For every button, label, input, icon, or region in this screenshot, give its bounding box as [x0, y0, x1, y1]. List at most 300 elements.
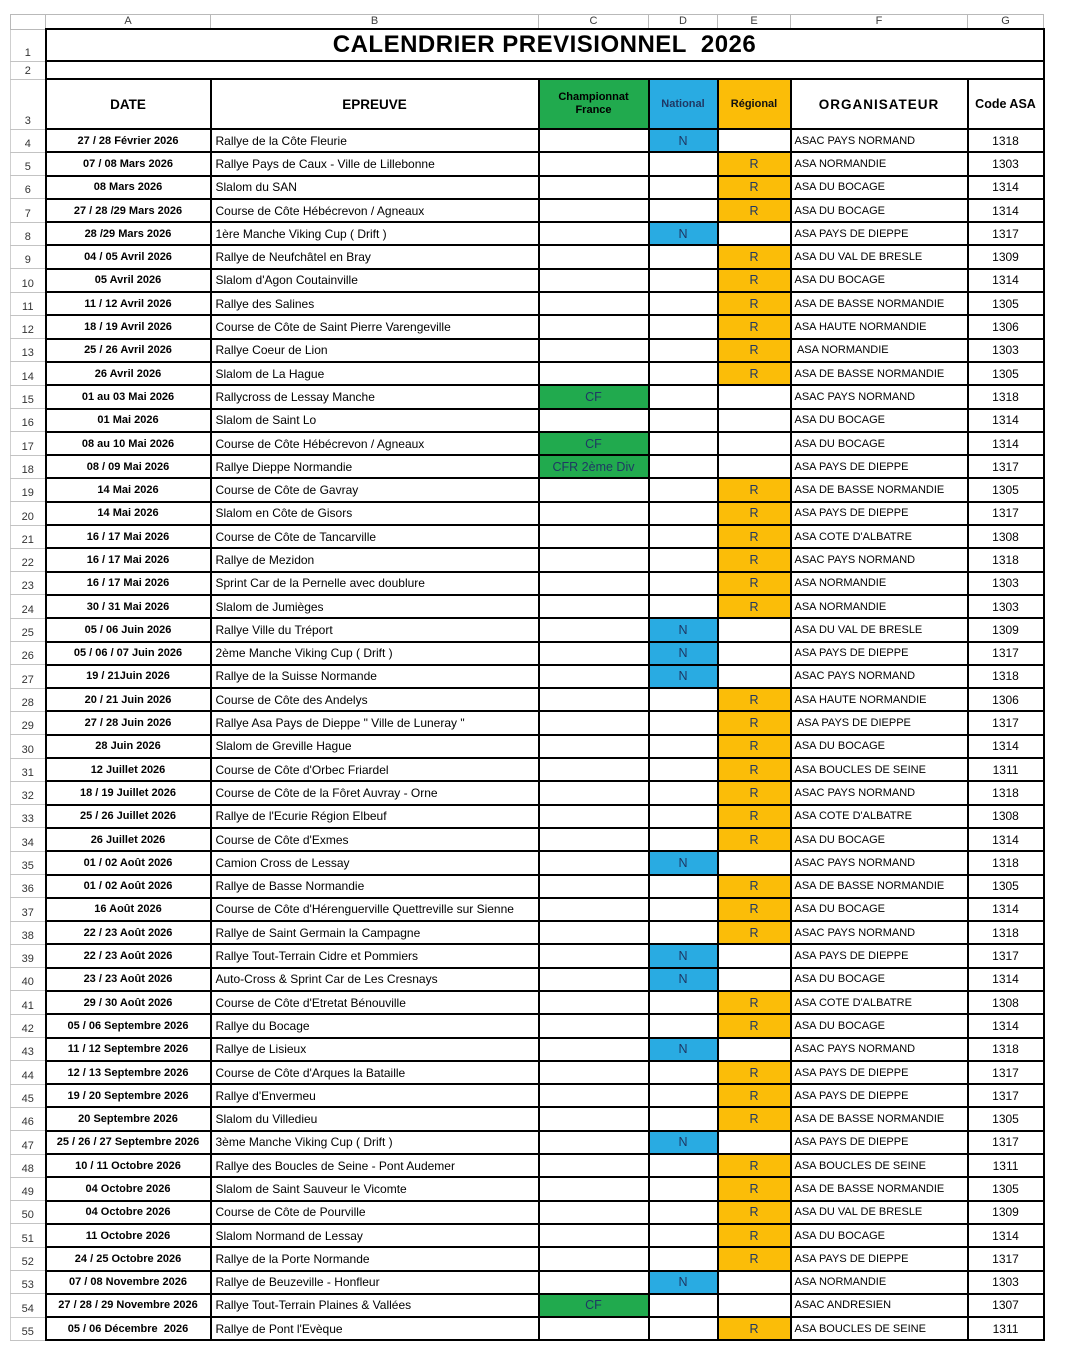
regional-cell[interactable] [718, 1038, 791, 1061]
code-asa-cell[interactable]: 1314 [968, 735, 1044, 758]
row-number[interactable]: 17 [11, 432, 46, 455]
organizer-cell[interactable]: ASA BOUCLES DE SEINE [791, 758, 968, 781]
event-cell[interactable]: Rallye des Salines [211, 292, 539, 315]
organizer-cell[interactable]: ASA PAYS DE DIEPPE [791, 455, 968, 478]
organizer-cell[interactable]: ASA DU BOCAGE [791, 432, 968, 455]
row-number[interactable]: 15 [11, 385, 46, 408]
national-cell[interactable] [649, 688, 718, 711]
championnat-france-cell[interactable] [539, 1084, 649, 1107]
row-number[interactable]: 29 [11, 711, 46, 734]
date-cell[interactable]: 08 / 09 Mai 2026 [46, 455, 211, 478]
code-asa-cell[interactable]: 1314 [968, 269, 1044, 292]
organizer-cell[interactable]: ASA DU BOCAGE [791, 269, 968, 292]
date-cell[interactable]: 16 / 17 Mai 2026 [46, 525, 211, 548]
code-asa-cell[interactable]: 1317 [968, 502, 1044, 525]
championnat-france-cell[interactable] [539, 1201, 649, 1224]
row-number[interactable]: 33 [11, 805, 46, 828]
championnat-france-cell[interactable] [539, 711, 649, 734]
national-cell[interactable] [649, 805, 718, 828]
championnat-france-cell[interactable] [539, 409, 649, 432]
championnat-france-cell[interactable] [539, 129, 649, 152]
national-cell[interactable] [649, 595, 718, 618]
header-organisateur[interactable]: ORGANISATEUR [791, 79, 968, 129]
championnat-france-cell[interactable] [539, 1038, 649, 1061]
championnat-france-cell[interactable] [539, 805, 649, 828]
organizer-cell[interactable]: ASA DE BASSE NORMANDIE [791, 875, 968, 898]
regional-cell[interactable] [718, 455, 791, 478]
championnat-france-cell[interactable] [539, 1131, 649, 1154]
organizer-cell[interactable]: ASA BOUCLES DE SEINE [791, 1317, 968, 1340]
event-cell[interactable]: Rallye de Mezidon [211, 548, 539, 571]
national-cell[interactable]: N [649, 1038, 718, 1061]
regional-cell[interactable]: R [718, 1084, 791, 1107]
organizer-cell[interactable]: ASA NORMANDIE [791, 572, 968, 595]
row-number[interactable]: 40 [11, 968, 46, 991]
championnat-france-cell[interactable] [539, 548, 649, 571]
championnat-france-cell[interactable] [539, 362, 649, 385]
row-number[interactable]: 25 [11, 618, 46, 641]
event-cell[interactable]: Slalom du SAN [211, 176, 539, 199]
regional-cell[interactable]: R [718, 339, 791, 362]
national-cell[interactable]: N [649, 944, 718, 967]
event-cell[interactable]: Camion Cross de Lessay [211, 851, 539, 874]
event-cell[interactable]: 1ère Manche Viking Cup ( Drift ) [211, 222, 539, 245]
code-asa-cell[interactable]: 1305 [968, 478, 1044, 501]
event-cell[interactable]: Slalom de Saint Sauveur le Vicomte [211, 1177, 539, 1200]
regional-cell[interactable]: R [718, 1154, 791, 1177]
header-code-asa[interactable]: Code ASA [968, 79, 1044, 129]
national-cell[interactable] [649, 152, 718, 175]
event-cell[interactable]: Course de Côte Hébécrevon / Agneaux [211, 199, 539, 222]
event-cell[interactable]: Course de Côte de Gavray [211, 478, 539, 501]
date-cell[interactable]: 04 Octobre 2026 [46, 1201, 211, 1224]
row-number[interactable]: 1 [11, 29, 46, 61]
regional-cell[interactable]: R [718, 152, 791, 175]
event-cell[interactable]: Course de Côte d'Etretat Bénouville [211, 991, 539, 1014]
code-asa-cell[interactable]: 1314 [968, 1224, 1044, 1247]
event-cell[interactable]: Course de Côte d'Orbec Friardel [211, 758, 539, 781]
row-number[interactable]: 21 [11, 525, 46, 548]
event-cell[interactable]: Rallye Coeur de Lion [211, 339, 539, 362]
code-asa-cell[interactable]: 1314 [968, 968, 1044, 991]
date-cell[interactable]: 05 / 06 Décembre 2026 [46, 1317, 211, 1340]
event-cell[interactable]: 3ème Manche Viking Cup ( Drift ) [211, 1131, 539, 1154]
national-cell[interactable] [649, 1317, 718, 1340]
row-number[interactable]: 13 [11, 339, 46, 362]
national-cell[interactable] [649, 1201, 718, 1224]
national-cell[interactable] [649, 269, 718, 292]
regional-cell[interactable]: R [718, 758, 791, 781]
championnat-france-cell[interactable] [539, 828, 649, 851]
event-cell[interactable]: Slalom en Côte de Gisors [211, 502, 539, 525]
organizer-cell[interactable]: ASA NORMANDIE [791, 152, 968, 175]
national-cell[interactable] [649, 339, 718, 362]
date-cell[interactable]: 12 / 13 Septembre 2026 [46, 1061, 211, 1084]
organizer-cell[interactable]: ASA DU BOCAGE [791, 176, 968, 199]
regional-cell[interactable]: R [718, 548, 791, 571]
organizer-cell[interactable]: ASA COTE D'ALBATRE [791, 805, 968, 828]
code-asa-cell[interactable]: 1318 [968, 385, 1044, 408]
row-number[interactable]: 54 [11, 1294, 46, 1317]
row-number[interactable]: 14 [11, 362, 46, 385]
organizer-cell[interactable]: ASA DE BASSE NORMANDIE [791, 1177, 968, 1200]
championnat-france-cell[interactable] [539, 898, 649, 921]
organizer-cell[interactable]: ASA NORMANDIE [791, 1271, 968, 1294]
event-cell[interactable]: Rallye de la Porte Normande [211, 1247, 539, 1270]
regional-cell[interactable] [718, 851, 791, 874]
regional-cell[interactable] [718, 409, 791, 432]
row-number[interactable]: 10 [11, 269, 46, 292]
championnat-france-cell[interactable] [539, 152, 649, 175]
row-number[interactable]: 46 [11, 1107, 46, 1130]
date-cell[interactable]: 27 / 28 Juin 2026 [46, 711, 211, 734]
date-cell[interactable]: 12 Juillet 2026 [46, 758, 211, 781]
championnat-france-cell[interactable] [539, 991, 649, 1014]
organizer-cell[interactable]: ASA DU BOCAGE [791, 898, 968, 921]
select-all-corner[interactable] [11, 15, 46, 30]
organizer-cell[interactable]: ASA PAYS DE DIEPPE [791, 1061, 968, 1084]
event-cell[interactable]: Course de Côte Hébécrevon / Agneaux [211, 432, 539, 455]
row-number[interactable]: 30 [11, 735, 46, 758]
event-cell[interactable]: Rallye des Boucles de Seine - Pont Audemer [211, 1154, 539, 1177]
regional-cell[interactable] [718, 432, 791, 455]
regional-cell[interactable]: R [718, 1224, 791, 1247]
date-cell[interactable]: 18 / 19 Juillet 2026 [46, 781, 211, 804]
regional-cell[interactable] [718, 222, 791, 245]
championnat-france-cell[interactable] [539, 1014, 649, 1037]
row-number[interactable]: 23 [11, 572, 46, 595]
event-cell[interactable]: Slalom de Greville Hague [211, 735, 539, 758]
event-cell[interactable]: Rallye d'Envermeu [211, 1084, 539, 1107]
page-title[interactable]: CALENDRIER PREVISIONNEL 2026 [46, 29, 1044, 61]
row-number[interactable]: 22 [11, 548, 46, 571]
row-number[interactable]: 35 [11, 851, 46, 874]
column-header-g[interactable]: G [968, 15, 1044, 30]
championnat-france-cell[interactable] [539, 572, 649, 595]
row-number[interactable]: 26 [11, 642, 46, 665]
row-number[interactable]: 24 [11, 595, 46, 618]
organizer-cell[interactable]: ASA COTE D'ALBATRE [791, 525, 968, 548]
national-cell[interactable] [649, 502, 718, 525]
regional-cell[interactable]: R [718, 828, 791, 851]
date-cell[interactable]: 23 / 23 Août 2026 [46, 968, 211, 991]
code-asa-cell[interactable]: 1317 [968, 944, 1044, 967]
organizer-cell[interactable]: ASA DU VAL DE BRESLE [791, 245, 968, 268]
national-cell[interactable] [649, 898, 718, 921]
date-cell[interactable]: 14 Mai 2026 [46, 502, 211, 525]
national-cell[interactable]: N [649, 665, 718, 688]
regional-cell[interactable]: R [718, 1317, 791, 1340]
national-cell[interactable] [649, 1154, 718, 1177]
organizer-cell[interactable]: ASA DU BOCAGE [791, 735, 968, 758]
row-number[interactable]: 50 [11, 1201, 46, 1224]
row-number[interactable]: 8 [11, 222, 46, 245]
national-cell[interactable]: N [649, 222, 718, 245]
regional-cell[interactable] [718, 968, 791, 991]
date-cell[interactable]: 29 / 30 Août 2026 [46, 991, 211, 1014]
championnat-france-cell[interactable] [539, 665, 649, 688]
event-cell[interactable]: Rallye de Neufchâtel en Bray [211, 245, 539, 268]
event-cell[interactable]: Rallye Pays de Caux - Ville de Lillebonne [211, 152, 539, 175]
row-number[interactable]: 20 [11, 502, 46, 525]
code-asa-cell[interactable]: 1318 [968, 921, 1044, 944]
organizer-cell[interactable]: ASA DU BOCAGE [791, 828, 968, 851]
code-asa-cell[interactable]: 1317 [968, 455, 1044, 478]
date-cell[interactable]: 25 / 26 / 27 Septembre 2026 [46, 1131, 211, 1154]
code-asa-cell[interactable]: 1303 [968, 152, 1044, 175]
regional-cell[interactable] [718, 1294, 791, 1317]
column-header-a[interactable]: A [46, 15, 211, 30]
championnat-france-cell[interactable]: CFR 2ème Div [539, 455, 649, 478]
national-cell[interactable] [649, 525, 718, 548]
code-asa-cell[interactable]: 1318 [968, 548, 1044, 571]
championnat-france-cell[interactable] [539, 1317, 649, 1340]
code-asa-cell[interactable]: 1306 [968, 688, 1044, 711]
national-cell[interactable]: N [649, 851, 718, 874]
date-cell[interactable]: 04 / 05 Avril 2026 [46, 245, 211, 268]
code-asa-cell[interactable]: 1308 [968, 525, 1044, 548]
event-cell[interactable]: Rallye de Basse Normandie [211, 875, 539, 898]
national-cell[interactable]: N [649, 618, 718, 641]
organizer-cell[interactable]: ASA DE BASSE NORMANDIE [791, 362, 968, 385]
date-cell[interactable]: 18 / 19 Avril 2026 [46, 315, 211, 338]
event-cell[interactable]: Rallye Tout-Terrain Plaines & Vallées [211, 1294, 539, 1317]
event-cell[interactable]: Rallye de Pont l'Evèque [211, 1317, 539, 1340]
header-regional[interactable]: Régional [718, 79, 791, 129]
event-cell[interactable]: Sprint Car de la Pernelle avec doublure [211, 572, 539, 595]
championnat-france-cell[interactable] [539, 502, 649, 525]
regional-cell[interactable]: R [718, 245, 791, 268]
championnat-france-cell[interactable] [539, 292, 649, 315]
header-championnat-france[interactable] [539, 79, 649, 129]
date-cell[interactable]: 01 / 02 Août 2026 [46, 851, 211, 874]
date-cell[interactable]: 26 Avril 2026 [46, 362, 211, 385]
organizer-cell[interactable]: ASA PAYS DE DIEPPE [791, 944, 968, 967]
national-cell[interactable] [649, 385, 718, 408]
organizer-cell[interactable]: ASAC ANDRESIEN [791, 1294, 968, 1317]
regional-cell[interactable] [718, 665, 791, 688]
code-asa-cell[interactable]: 1303 [968, 572, 1044, 595]
championnat-france-cell[interactable] [539, 1271, 649, 1294]
regional-cell[interactable]: R [718, 711, 791, 734]
championnat-france-cell[interactable] [539, 781, 649, 804]
event-cell[interactable]: Rallye de la Côte Fleurie [211, 129, 539, 152]
event-cell[interactable]: Course de Côte d'Exmes [211, 828, 539, 851]
row-number[interactable]: 36 [11, 875, 46, 898]
date-cell[interactable]: 19 / 21Juin 2026 [46, 665, 211, 688]
organizer-cell[interactable]: ASA PAYS DE DIEPPE [791, 1084, 968, 1107]
national-cell[interactable] [649, 828, 718, 851]
row-number[interactable]: 45 [11, 1084, 46, 1107]
organizer-cell[interactable]: ASA BOUCLES DE SEINE [791, 1154, 968, 1177]
event-cell[interactable]: Rallye de Lisieux [211, 1038, 539, 1061]
championnat-france-cell[interactable] [539, 735, 649, 758]
row-number[interactable]: 5 [11, 152, 46, 175]
championnat-france-cell[interactable]: CF [539, 385, 649, 408]
championnat-france-cell[interactable] [539, 851, 649, 874]
regional-cell[interactable]: R [718, 315, 791, 338]
organizer-cell[interactable]: ASAC PAYS NORMAND [791, 1038, 968, 1061]
organizer-cell[interactable]: ASA DU BOCAGE [791, 1224, 968, 1247]
column-header-b[interactable]: B [211, 15, 539, 30]
regional-cell[interactable]: R [718, 1014, 791, 1037]
national-cell[interactable] [649, 478, 718, 501]
code-asa-cell[interactable]: 1318 [968, 851, 1044, 874]
code-asa-cell[interactable]: 1318 [968, 665, 1044, 688]
championnat-france-cell[interactable] [539, 525, 649, 548]
regional-cell[interactable]: R [718, 781, 791, 804]
row-number[interactable]: 49 [11, 1177, 46, 1200]
regional-cell[interactable]: R [718, 362, 791, 385]
organizer-cell[interactable]: ASAC PAYS NORMAND [791, 851, 968, 874]
national-cell[interactable] [649, 1107, 718, 1130]
row-number[interactable]: 32 [11, 781, 46, 804]
date-cell[interactable]: 28 Juin 2026 [46, 735, 211, 758]
championnat-france-cell[interactable] [539, 1224, 649, 1247]
organizer-cell[interactable]: ASA PAYS DE DIEPPE [791, 1131, 968, 1154]
national-cell[interactable] [649, 245, 718, 268]
code-asa-cell[interactable]: 1305 [968, 875, 1044, 898]
row-number[interactable]: 3 [11, 79, 46, 129]
code-asa-cell[interactable]: 1317 [968, 642, 1044, 665]
code-asa-cell[interactable]: 1314 [968, 828, 1044, 851]
championnat-france-cell[interactable]: CF [539, 1294, 649, 1317]
organizer-cell[interactable]: ASA NORMANDIE [791, 339, 968, 362]
date-cell[interactable]: 11 / 12 Septembre 2026 [46, 1038, 211, 1061]
championnat-france-cell[interactable] [539, 875, 649, 898]
date-cell[interactable]: 01 au 03 Mai 2026 [46, 385, 211, 408]
date-cell[interactable]: 25 / 26 Juillet 2026 [46, 805, 211, 828]
regional-cell[interactable] [718, 618, 791, 641]
row-number[interactable]: 34 [11, 828, 46, 851]
row-number[interactable]: 28 [11, 688, 46, 711]
row-number[interactable]: 7 [11, 199, 46, 222]
code-asa-cell[interactable]: 1309 [968, 245, 1044, 268]
code-asa-cell[interactable]: 1314 [968, 1014, 1044, 1037]
championnat-france-cell[interactable] [539, 1154, 649, 1177]
row-number[interactable]: 4 [11, 129, 46, 152]
organizer-cell[interactable]: ASA PAYS DE DIEPPE [791, 711, 968, 734]
national-cell[interactable] [649, 1177, 718, 1200]
organizer-cell[interactable]: ASA HAUTE NORMANDIE [791, 315, 968, 338]
national-cell[interactable] [649, 572, 718, 595]
row-number[interactable]: 44 [11, 1061, 46, 1084]
code-asa-cell[interactable]: 1303 [968, 1271, 1044, 1294]
date-cell[interactable]: 27 / 28 / 29 Novembre 2026 [46, 1294, 211, 1317]
national-cell[interactable] [649, 176, 718, 199]
regional-cell[interactable]: R [718, 688, 791, 711]
date-cell[interactable]: 22 / 23 Août 2026 [46, 944, 211, 967]
regional-cell[interactable]: R [718, 176, 791, 199]
national-cell[interactable] [649, 1061, 718, 1084]
national-cell[interactable]: N [649, 642, 718, 665]
national-cell[interactable] [649, 315, 718, 338]
code-asa-cell[interactable]: 1305 [968, 362, 1044, 385]
national-cell[interactable] [649, 1247, 718, 1270]
row-number[interactable]: 37 [11, 898, 46, 921]
championnat-france-cell[interactable] [539, 968, 649, 991]
regional-cell[interactable] [718, 1131, 791, 1154]
date-cell[interactable]: 27 / 28 Février 2026 [46, 129, 211, 152]
code-asa-cell[interactable]: 1303 [968, 339, 1044, 362]
championnat-france-cell[interactable] [539, 1247, 649, 1270]
row-number[interactable]: 19 [11, 478, 46, 501]
code-asa-cell[interactable]: 1309 [968, 1201, 1044, 1224]
row-number[interactable]: 9 [11, 245, 46, 268]
row-number[interactable]: 43 [11, 1038, 46, 1061]
national-cell[interactable] [649, 432, 718, 455]
regional-cell[interactable]: R [718, 1201, 791, 1224]
regional-cell[interactable]: R [718, 1247, 791, 1270]
row-number[interactable]: 48 [11, 1154, 46, 1177]
event-cell[interactable]: Rallycross de Lessay Manche [211, 385, 539, 408]
championnat-france-cell[interactable] [539, 642, 649, 665]
event-cell[interactable]: Rallye du Bocage [211, 1014, 539, 1037]
event-cell[interactable]: Course de Côte d'Hérenguerville Quettreville sur Sienne [211, 898, 539, 921]
regional-cell[interactable]: R [718, 735, 791, 758]
row-number[interactable]: 12 [11, 315, 46, 338]
date-cell[interactable]: 05 Avril 2026 [46, 269, 211, 292]
row-number[interactable]: 55 [11, 1317, 46, 1340]
regional-cell[interactable]: R [718, 1061, 791, 1084]
championnat-france-cell[interactable] [539, 269, 649, 292]
date-cell[interactable]: 14 Mai 2026 [46, 478, 211, 501]
code-asa-cell[interactable]: 1318 [968, 129, 1044, 152]
regional-cell[interactable]: R [718, 525, 791, 548]
date-cell[interactable]: 26 Juillet 2026 [46, 828, 211, 851]
regional-cell[interactable]: R [718, 502, 791, 525]
row-number[interactable]: 53 [11, 1271, 46, 1294]
national-cell[interactable] [649, 735, 718, 758]
organizer-cell[interactable]: ASA DU BOCAGE [791, 199, 968, 222]
date-cell[interactable]: 01 Mai 2026 [46, 409, 211, 432]
column-header-c[interactable]: C [539, 15, 649, 30]
date-cell[interactable]: 05 / 06 / 07 Juin 2026 [46, 642, 211, 665]
header-epreuve[interactable]: EPREUVE [211, 79, 539, 129]
championnat-france-cell[interactable] [539, 595, 649, 618]
regional-cell[interactable]: R [718, 805, 791, 828]
row-number[interactable]: 18 [11, 455, 46, 478]
column-header-e[interactable]: E [718, 15, 791, 30]
event-cell[interactable]: Auto-Cross & Sprint Car de Les Cresnays [211, 968, 539, 991]
date-cell[interactable]: 28 /29 Mars 2026 [46, 222, 211, 245]
championnat-france-cell[interactable]: CF [539, 432, 649, 455]
date-cell[interactable]: 07 / 08 Mars 2026 [46, 152, 211, 175]
column-header-f[interactable]: F [791, 15, 968, 30]
header-date[interactable]: DATE [46, 79, 211, 129]
row-number[interactable]: 42 [11, 1014, 46, 1037]
regional-cell[interactable]: R [718, 991, 791, 1014]
date-cell[interactable]: 20 Septembre 2026 [46, 1107, 211, 1130]
date-cell[interactable]: 11 / 12 Avril 2026 [46, 292, 211, 315]
regional-cell[interactable] [718, 642, 791, 665]
national-cell[interactable] [649, 1294, 718, 1317]
event-cell[interactable]: Slalom de La Hague [211, 362, 539, 385]
organizer-cell[interactable]: ASA DE BASSE NORMANDIE [791, 478, 968, 501]
regional-cell[interactable]: R [718, 595, 791, 618]
date-cell[interactable]: 11 Octobre 2026 [46, 1224, 211, 1247]
code-asa-cell[interactable]: 1306 [968, 315, 1044, 338]
event-cell[interactable]: Rallye Ville du Tréport [211, 618, 539, 641]
date-cell[interactable]: 25 / 26 Avril 2026 [46, 339, 211, 362]
national-cell[interactable]: N [649, 968, 718, 991]
event-cell[interactable]: Rallye de Saint Germain la Campagne [211, 921, 539, 944]
national-cell[interactable] [649, 548, 718, 571]
organizer-cell[interactable]: ASAC PAYS NORMAND [791, 385, 968, 408]
code-asa-cell[interactable]: 1311 [968, 1154, 1044, 1177]
regional-cell[interactable]: R [718, 478, 791, 501]
date-cell[interactable]: 16 / 17 Mai 2026 [46, 572, 211, 595]
